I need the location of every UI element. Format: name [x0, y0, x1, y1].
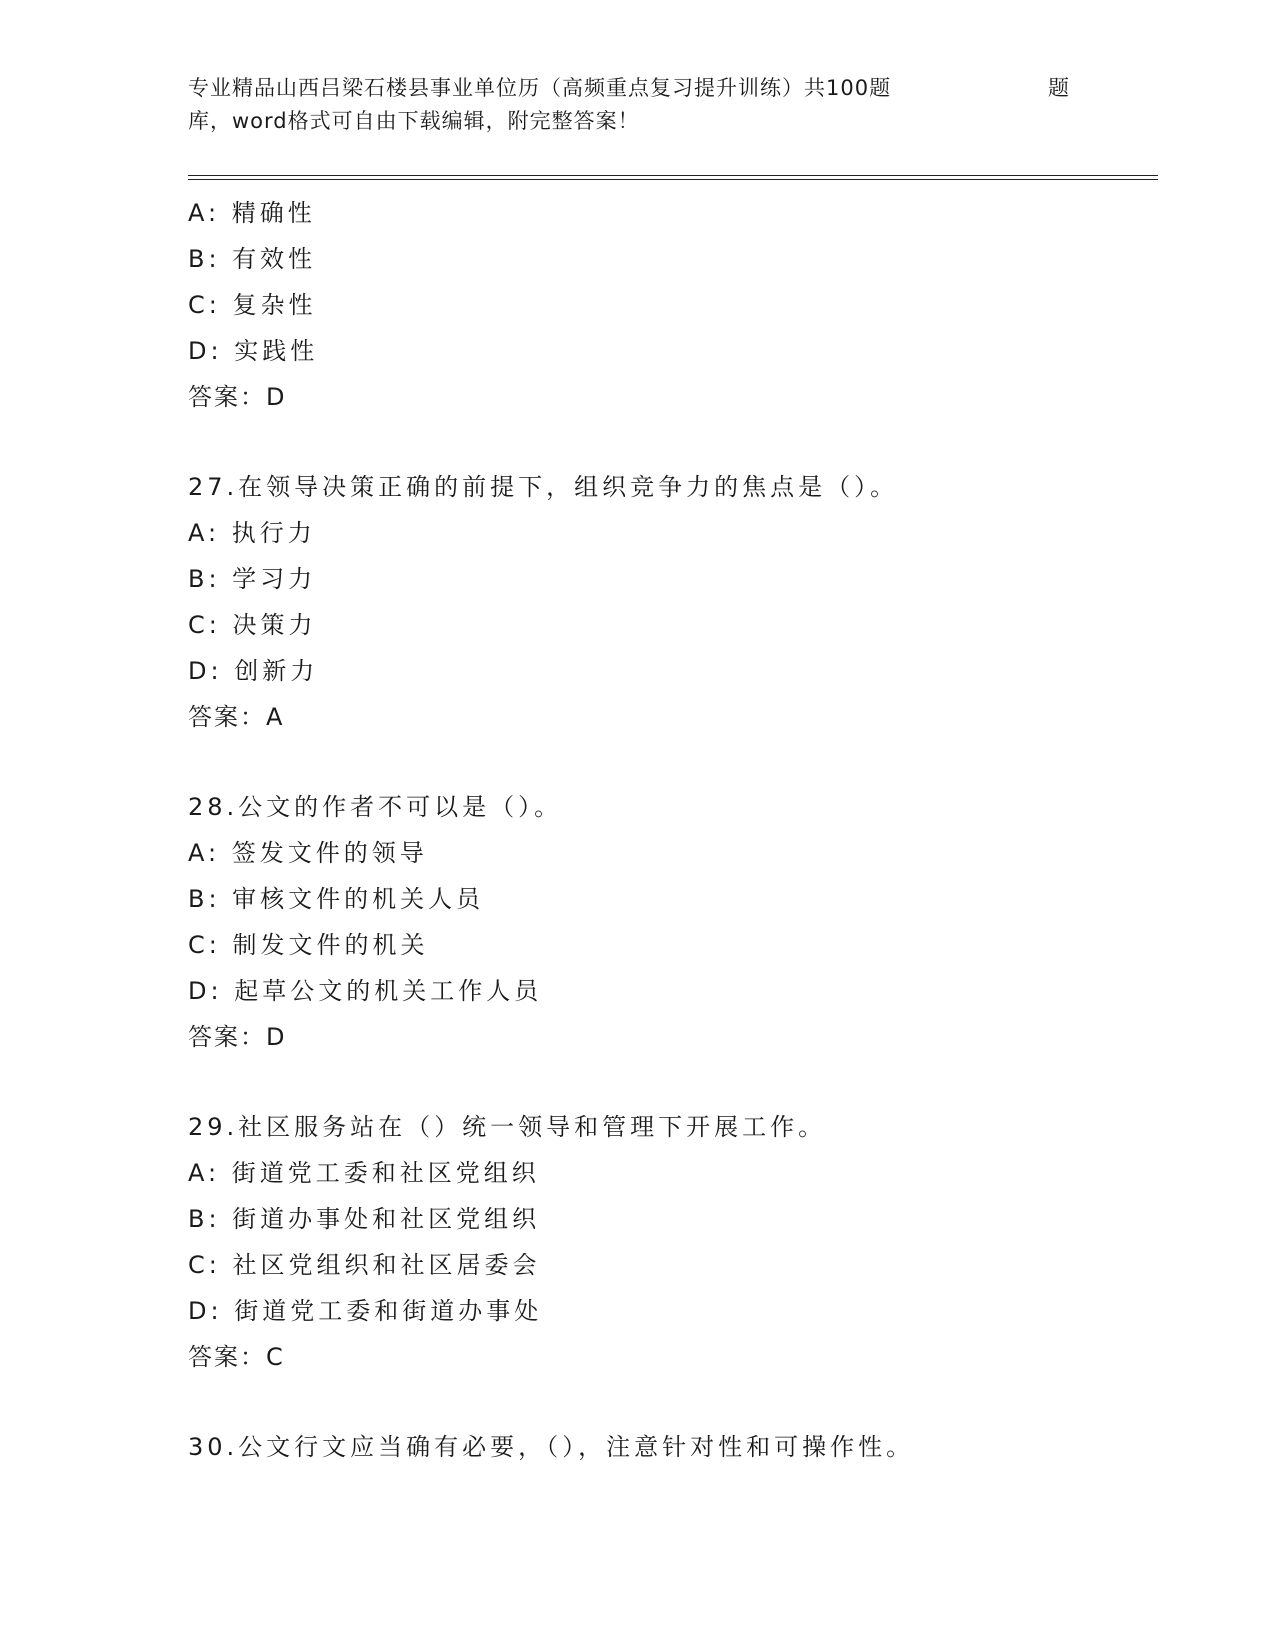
answer-line: 答案：D [188, 383, 287, 411]
option-c: C: 制发文件的机关 [188, 931, 429, 959]
option-b: B: 街道办事处和社区党组织 [188, 1205, 541, 1233]
question-block-27 [188, 464, 1168, 740]
answer-line: 答案：D [188, 1023, 287, 1051]
question-block-28 [188, 784, 1168, 1060]
option-b: B: 审核文件的机关人员 [188, 885, 485, 913]
question-block-30 [188, 1424, 1168, 1470]
question-stem: 28.公文的作者不可以是（）。 [188, 793, 563, 821]
option-b: B: 有效性 [188, 245, 317, 273]
question-block-26 [188, 190, 1168, 420]
option-d: D: 实践性 [188, 337, 319, 365]
header-title-line-2: 库，word格式可自由下载编辑，附完整答案！ [188, 109, 640, 133]
option-c: C: 社区党组织和社区居委会 [188, 1251, 541, 1279]
document-header [188, 72, 1088, 138]
question-stem: 30.公文行文应当确有必要，（），注意针对性和可操作性。 [188, 1433, 915, 1461]
option-d: D: 街道党工委和街道办事处 [188, 1297, 543, 1325]
option-a: A: 签发文件的领导 [188, 839, 428, 867]
option-d: D: 起草公文的机关工作人员 [188, 977, 543, 1005]
question-block-29 [188, 1104, 1168, 1380]
answer-line: 答案：A [188, 703, 285, 731]
question-stem: 27.在领导决策正确的前提下，组织竞争力的焦点是（）。 [188, 473, 899, 501]
option-c: C: 复杂性 [188, 291, 317, 319]
option-a: A: 精确性 [188, 199, 316, 227]
question-content [188, 190, 1168, 1470]
header-title-tail: 题 [1048, 76, 1069, 100]
option-a: A: 街道党工委和社区党组织 [188, 1159, 540, 1187]
option-c: C: 决策力 [188, 611, 317, 639]
option-b: B: 学习力 [188, 565, 317, 593]
option-a: A: 执行力 [188, 519, 316, 547]
header-rule-top [188, 175, 1158, 176]
answer-line: 答案：C [188, 1343, 285, 1371]
header-title-line-1: 专业精品山西吕梁石楼县事业单位历（高频重点复习提升训练）共100题 [188, 76, 892, 100]
question-stem: 29.社区服务站在（）统一领导和管理下开展工作。 [188, 1113, 827, 1141]
header-rule-bottom [188, 179, 1158, 180]
option-d: D: 创新力 [188, 657, 319, 685]
